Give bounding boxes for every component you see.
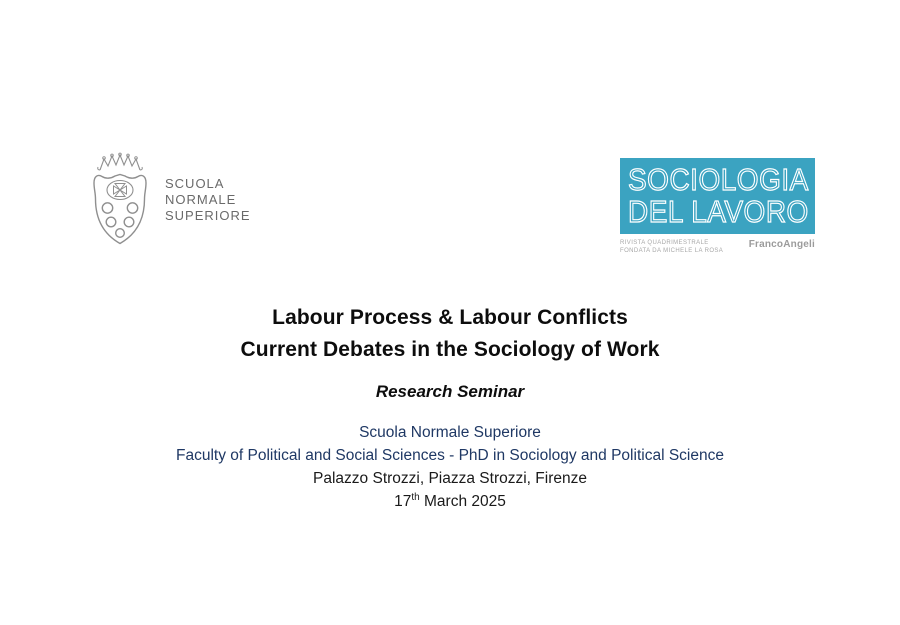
page-title	[0, 302, 900, 366]
sns-crest-icon	[85, 152, 155, 247]
institution-line: Scuola Normale Superiore	[359, 424, 541, 441]
venue-line: Palazzo Strozzi, Piazza Strozzi, Firenze	[313, 470, 587, 487]
sociologia-subtitle-line1: RIVISTA QUADRIMESTRALE	[620, 240, 709, 246]
sociologia-title-line2: DEL LAVORO	[628, 195, 809, 229]
sociologia-del-lavoro-logo	[620, 158, 815, 255]
sociologia-del-lavoro-box	[620, 158, 815, 234]
title-line1: Labour Process & Labour Conflicts	[272, 306, 628, 329]
date-day: 17	[394, 493, 412, 510]
title-line2: Current Debates in the Sociology of Work	[240, 338, 660, 361]
sns-wordmark-line3: SUPERIORE	[165, 207, 251, 223]
sns-wordmark-line1: SCUOLA	[165, 175, 225, 191]
sns-logo	[85, 152, 251, 247]
seminar-subtitle: Research Seminar	[375, 382, 525, 401]
sociologia-subtitle-line2: FONDATA DA MICHELE LA ROSA	[620, 248, 724, 254]
sns-wordmark	[165, 176, 251, 224]
faculty-line: Faculty of Political and Social Sciences - PhD in Sociology and Political Science	[176, 447, 724, 464]
event-info	[0, 421, 900, 513]
date-rest: March 2025	[419, 493, 506, 510]
sociologia-title-line1: SOCIOLOGIA	[628, 163, 809, 197]
francoangeli-publisher-label: FrancoAngeli	[748, 239, 815, 250]
sns-wordmark-line2: NORMALE	[165, 191, 237, 207]
sociologia-subtitle	[620, 239, 723, 255]
sociologia-footer	[620, 239, 815, 255]
slide-text-block	[0, 302, 900, 513]
date-line	[0, 490, 900, 513]
date-ordinal: th	[411, 491, 420, 503]
